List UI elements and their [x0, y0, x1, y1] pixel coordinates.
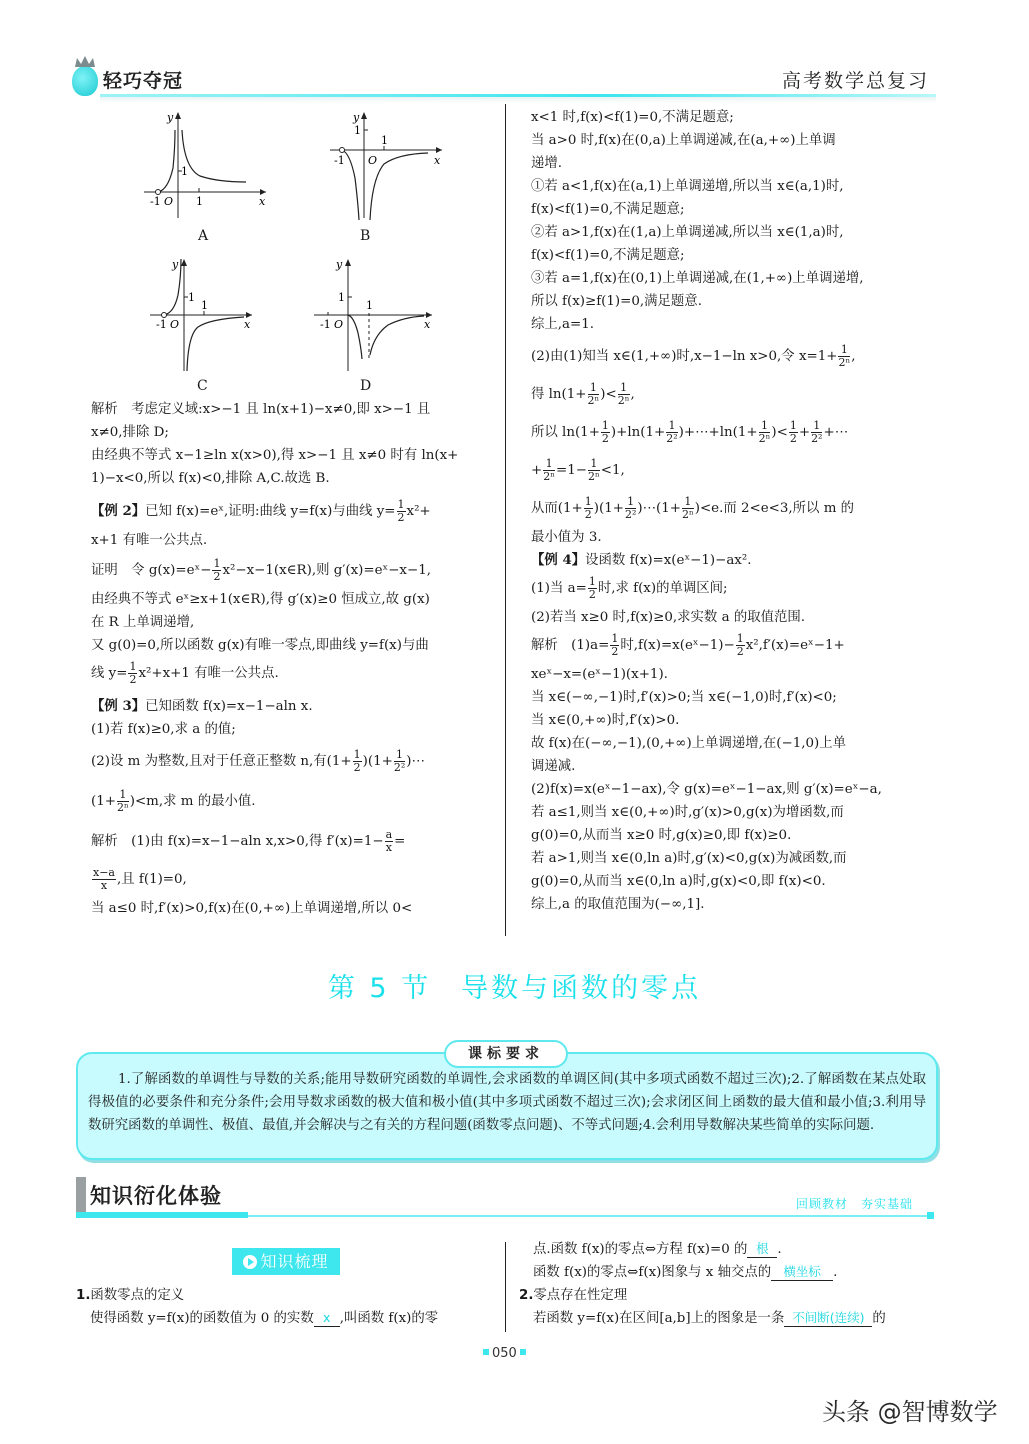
proof-line: 由经典不等式 eˣ≥x+1(x∈R),得 g′(x)≥0 恒成立,故 g(x) [91, 592, 430, 607]
svg-text:-1: -1 [334, 154, 345, 167]
knowledge-right [519, 1238, 939, 1330]
proof-line: 在 R 上单调递增, [91, 615, 195, 630]
example-2: 【例 2】已知 f(x)=eˣ,证明:曲线 y=f(x)与曲线 y= $\frac{1}{2}$ x²+ [91, 498, 431, 524]
solution-line: 若 a≤1,则当 x∈(0,+∞)时,g′(x)>0,g(x)为增函数,而 [531, 805, 844, 820]
svg-text:1: 1 [201, 299, 208, 312]
text-line: 综上,a=1. [531, 317, 595, 332]
graph-b [328, 108, 448, 220]
knowledge-left [76, 1284, 501, 1330]
analysis-line: x≠0,排除 D; [91, 425, 169, 440]
text-line: 从而(1+ $\frac{1}{2}$ )(1+ $\frac{1}{\text{2²}}$ )⋯(1+ $\frac{1}{\text{2ⁿ}}$ )<e.而 2<e<3,所以 m 的 [531, 495, 855, 521]
watermark: 头条 @智博数学 [822, 1398, 998, 1426]
svg-text:1: 1 [354, 124, 361, 137]
solution-line: 当 a≤0 时,f′(x)>0,f(x)在(0,+∞)上单调递增,所以 0< [91, 901, 413, 916]
solution-line: 综上,a 的取值范围为(−∞,1]. [531, 897, 705, 912]
svg-text:O: O [368, 154, 378, 167]
fraction: $\frac{1}{2}$ [397, 498, 405, 524]
text-line: 得 ln(1+ $\frac{1}{\text{2ⁿ}}$ )< $\frac{1}{\text{2ⁿ}}$ , [531, 381, 635, 407]
graph-b-label: B [360, 228, 371, 244]
text-line: 递增. [531, 156, 563, 171]
text-line: 使得函数 y=f(x)的函数值为 0 的实数 x ,叫函数 f(x)的零 [90, 1310, 439, 1326]
item-heading: 1.函数零点的定义 [76, 1288, 185, 1303]
requirements-tag: 课标要求 [444, 1040, 568, 1068]
solution-line: 解析 (1)由 f(x)=x−1−aln x,x>0,得 f′(x)=1− $\frac{a}{x}$ = [91, 828, 406, 854]
text-line: ②若 a>1,f(x)在(1,a)上单调递减,所以当 x∈(1,a)时, [531, 225, 844, 240]
requirements-text: 1.了解函数的单调性与导数的关系;能用导数研究函数的单调性,会求函数的单调区间(其中多项式函数不超过三次);2.了解函数在某点处取得极值的必要条件和充分条件;会用导数求函数的极大值和极小值(其中多项式函数不超过三次);会求闭区间上函数的最大值和最小值;3.利用导数研究函数的单调性、极值、最值,并会解决与之有关的方程问题(函数零点问题)、不等式问题;4.会利用导数解决某些简单的实际问题. [88, 1072, 926, 1133]
text-line: x+1 有唯一公共点. [91, 533, 208, 548]
graph-c-label: C [197, 378, 208, 394]
svg-text:y: y [336, 258, 343, 271]
example-label: 【例 4】 [531, 552, 586, 568]
book-title: 高考数学总复习 [782, 70, 930, 92]
text-line: 所以 f(x)≥f(1)=0,满足题意. [531, 294, 702, 309]
question-line: (1)当 a= $\frac{1}{2}$ 时,求 f(x)的单调区间; [531, 575, 728, 601]
svg-text:1: 1 [366, 299, 373, 312]
solution-line: xeˣ−x=(eˣ−1)(x+1). [531, 667, 668, 682]
text-line: + $\frac{1}{\text{2ⁿ}}$ =1− $\frac{1}{\text{2ⁿ}}$ <1, [531, 457, 625, 483]
crown-icon [74, 56, 96, 68]
svg-text:x: x [424, 318, 431, 331]
square-icon [520, 1349, 526, 1355]
example-label: 【例 3】 [91, 698, 146, 714]
play-icon [243, 1255, 257, 1269]
analysis-line: 由经典不等式 x−1≥ln x(x>0),得 x>−1 且 x≠0 时有 ln(x+ [91, 448, 459, 463]
logo-text: 轻巧夺冠 [103, 70, 184, 92]
svg-text:x: x [259, 195, 266, 208]
svg-text:1: 1 [338, 291, 345, 304]
section-title: 知识衍化体验 [90, 1183, 222, 1208]
section-bar-icon [76, 1177, 86, 1212]
question-line: (2)若当 x≥0 时,f(x)≥0,求实数 a 的取值范围. [531, 610, 806, 625]
analysis-line: 解析 考虑定义域:x>−1 且 ln(x+1)−x≠0,即 x>−1 且 [91, 402, 431, 417]
text-line: ①若 a<1,f(x)在(a,1)上单调递增,所以当 x∈(a,1)时, [531, 179, 844, 194]
question-line: (1+ $\frac{1}{\text{2ⁿ}}$ )<m,求 m 的最小值. [91, 788, 256, 814]
svg-text:y: y [353, 111, 360, 124]
section-end-marker [927, 1212, 934, 1219]
svg-text:1: 1 [196, 195, 203, 208]
proof-line: 又 g(0)=0,所以函数 g(x)有唯一零点,即曲线 y=f(x)与曲 [91, 638, 429, 653]
section-underline [76, 1212, 248, 1218]
svg-text:-1: -1 [150, 195, 161, 208]
analysis-line: 1)−x<0,所以 f(x)<0,排除 A,C.故选 B. [91, 471, 330, 486]
svg-text:-1: -1 [320, 318, 331, 331]
page-number: 050 [480, 1346, 529, 1361]
header-rule [100, 94, 936, 97]
answer-blank: x [314, 1310, 340, 1327]
text-line: f(x)<f(1)=0,不满足题意; [531, 202, 685, 217]
text-line: 最小值为 3. [531, 530, 602, 545]
graph-a-label: A [198, 228, 209, 244]
graph-d [312, 255, 438, 371]
text-line: 若函数 y=f(x)在区间[a,b]上的图象是一条 不间断(连续) 的 [533, 1310, 886, 1326]
solution-line: 当 x∈(0,+∞)时,f′(x)>0. [531, 713, 680, 728]
logo-badge-icon [72, 66, 98, 96]
answer-blank: 不间断(连续) [784, 1310, 872, 1327]
text-line: x<1 时,f(x)<f(1)=0,不满足题意; [531, 110, 734, 125]
right-column [531, 106, 936, 916]
proof-line: 线 y= $\frac{1}{2}$ x²+x+1 有唯一公共点. [91, 660, 279, 686]
svg-text:x: x [434, 154, 441, 167]
svg-text:1: 1 [188, 291, 195, 304]
svg-text:-1: -1 [156, 318, 167, 331]
svg-text:x: x [244, 318, 251, 331]
answer-blank: 横坐标 [771, 1264, 833, 1281]
question-line: (1)若 f(x)≥0,求 a 的值; [91, 722, 236, 737]
svg-text:O: O [334, 318, 344, 331]
svg-text:1: 1 [381, 134, 388, 147]
svg-text:O: O [170, 318, 180, 331]
svg-text:y: y [172, 258, 179, 271]
knowledge-tag: 知识梳理 [232, 1248, 340, 1275]
graph-a [140, 108, 270, 220]
svg-text:y: y [167, 111, 174, 124]
solution-line: (2)f(x)=x(eˣ−1−ax),令 g(x)=eˣ−1−ax,则 g′(x)=eˣ−a, [531, 782, 882, 797]
column-divider [505, 104, 506, 936]
graph-d-label: D [360, 378, 372, 394]
solution-line: 故 f(x)在(−∞,−1),(0,+∞)上单调递增,在(−1,0)上单 [531, 736, 847, 751]
text-line: f(x)<f(1)=0,不满足题意; [531, 248, 685, 263]
text-line: (2)由(1)知当 x∈(1,+∞)时,x−1−ln x>0,令 x=1+ $\frac{1}{\text{2ⁿ}}$ , [531, 343, 856, 369]
text-line: 函数 f(x)的零点⇔f(x)图象与 x 轴交点的 横坐标 . [533, 1264, 838, 1280]
example-4: 【例 4】设函数 f(x)=x(eˣ−1)−ax². [531, 552, 752, 568]
solution-line: g(0)=0,从而当 x∈(0,ln a)时,g(x)<0,即 f(x)<0. [531, 874, 826, 889]
example-label: 【例 2】 [91, 503, 146, 519]
header-shadow [100, 97, 936, 103]
question-line: (2)设 m 为整数,且对于任意正整数 n,有(1+ $\frac{1}{2}$ )(1+ $\frac{1}{\text{2²}}$ )⋯ [91, 748, 425, 774]
left-column [91, 398, 501, 920]
solution-line: g(0)=0,从而当 x≥0 时,g(x)≥0,即 f(x)≥0. [531, 828, 792, 843]
text-line: 点.函数 f(x)的零点⇔方程 f(x)=0 的 根 . [533, 1241, 782, 1257]
item-heading: 2.零点存在性定理 [519, 1288, 628, 1303]
chapter-title: 第 5 节 导数与函数的零点 [327, 973, 702, 1004]
column-divider [505, 1242, 506, 1332]
solution-line: 若 a>1,则当 x∈(0,ln a)时,g′(x)<0,g(x)为减函数,而 [531, 851, 847, 866]
solution-line: $\frac{x-a}{x}$ ,且 f(1)=0, [93, 866, 187, 892]
text-line: 当 a>0 时,f(x)在(0,a)上单调递减,在(a,+∞)上单调 [531, 133, 836, 148]
text-line: 所以 ln(1+ $\frac{1}{2}$ )+ln(1+ $\frac{1}{\text{2²}}$ )+⋯+ln(1+ $\frac{1}{\text{2ⁿ}}$ )< $\frac{1}{2}$ + $\frac{1}{\text{2²}}$ +⋯ [531, 419, 849, 445]
text-line: ③若 a=1,f(x)在(0,1)上单调递减,在(1,+∞)上单调递增, [531, 271, 864, 286]
example-3: 【例 3】已知函数 f(x)=x−1−aln x. [91, 698, 313, 714]
proof-line: 证明 令 g(x)=eˣ− $\frac{1}{2}$ x²−x−1(x∈R),则 g′(x)=eˣ−x−1, [91, 557, 431, 583]
svg-text:1: 1 [181, 165, 188, 178]
solution-line: 调递减. [531, 759, 576, 774]
answer-blank: 根 [747, 1241, 777, 1258]
solution-line: 解析 (1)a= $\frac{1}{2}$ 时,f(x)=x(eˣ−1)− $\frac{1}{2}$ x²,f′(x)=eˣ−1+ [531, 632, 845, 658]
svg-text:O: O [164, 195, 174, 208]
square-icon [483, 1349, 489, 1355]
section-subtitle: 回顾教材 夯实基础 [796, 1197, 914, 1211]
graph-c [148, 255, 258, 371]
solution-line: 当 x∈(−∞,−1)时,f′(x)>0;当 x∈(−1,0)时,f′(x)<0; [531, 690, 837, 705]
